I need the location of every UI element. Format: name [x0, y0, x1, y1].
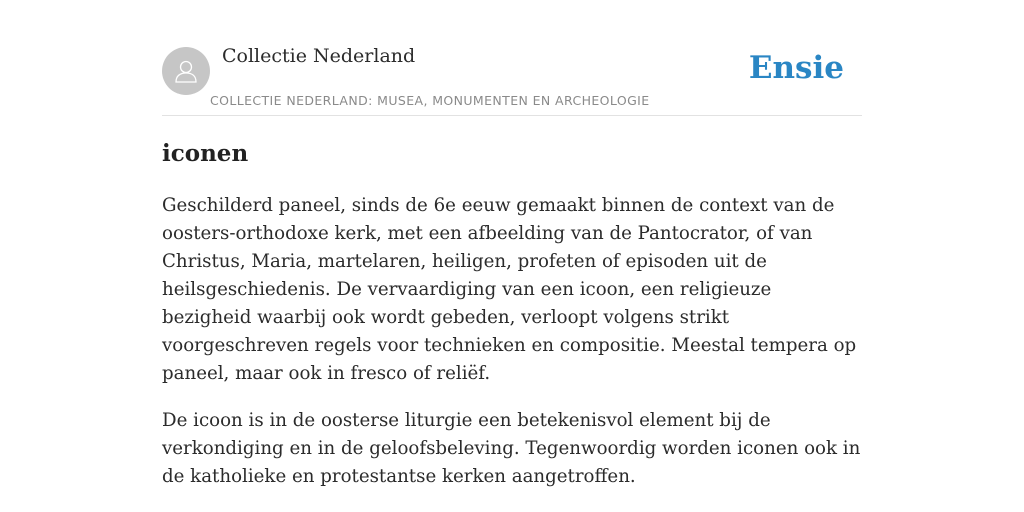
source-subtitle: COLLECTIE NEDERLAND: MUSEA, MONUMENTEN EN ARCHEOLOGIE — [210, 93, 650, 108]
ensie-logo[interactable]: Ensie — [748, 50, 844, 86]
paragraph: De icoon is in de oosterse liturgie een betekenisvol element bij de verkondiging en in de geloofsbeleving. Tegenwoordig worden iconen ook in de katholieke en protestantse kerken aangetroffen. — [162, 410, 861, 487]
avatar[interactable] — [162, 47, 210, 95]
page-title: iconen — [162, 140, 249, 167]
entry-body — [162, 192, 862, 491]
entry-container — [162, 0, 862, 487]
paragraph: Geschilderd paneel, sinds de 6e eeuw gemaakt binnen de context van de oosters-orthodoxe kerk, met een afbeelding van de Pantocrator, of van Christus, Maria, martelaren, heiligen, profeten of episoden uit de heilsgeschiedenis. De vervaardiging van een icoon, een religieuze bezigheid waarbij ook wordt gebeden, verloopt volgens strikt voorgeschreven regels voor technieken en compositie. Meestal tempera op paneel, maar ook in fresco of reliëf. — [162, 195, 857, 384]
user-outline-icon — [171, 56, 201, 86]
entry-header — [162, 0, 862, 116]
source-name[interactable]: Collectie Nederland — [222, 45, 416, 67]
